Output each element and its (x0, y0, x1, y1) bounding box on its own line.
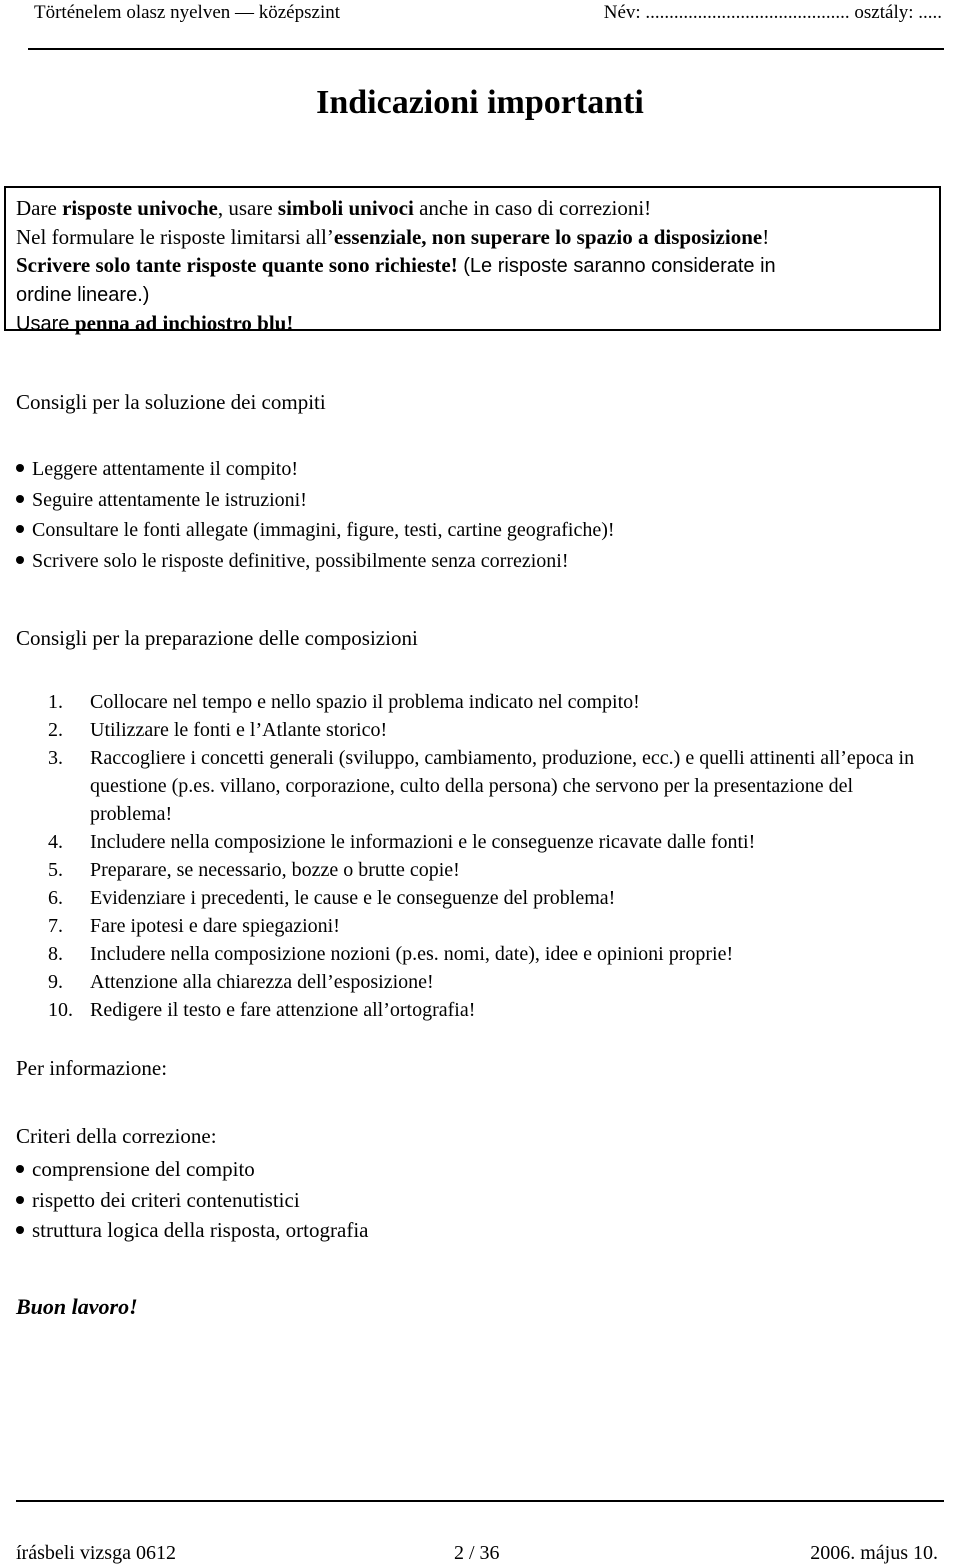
bullet-icon (16, 525, 24, 533)
footer-date: 2006. május 10. (810, 1542, 938, 1564)
page-footer (16, 1500, 944, 1568)
list-item: comprensione del compito (16, 1154, 368, 1185)
list-item: Scrivere solo le risposte definitive, possibilmente senza correzioni! (16, 546, 615, 577)
page-title: Indicazioni importanti (316, 84, 644, 121)
box-line-1: Dare risposte univoche, usare simboli univoci anche in caso di correzioni! (16, 196, 652, 220)
instructions-box (4, 186, 941, 335)
header-name-class: Név: ........................................... osztály: ..... (603, 2, 942, 23)
list-item: 6. Evidenziare i precedenti, le cause e le conseguenze del problema! (48, 887, 616, 909)
list-item: 10. Redigere il testo e fare attenzione all’ortografia! (48, 999, 476, 1021)
list-item: 1. Collocare nel tempo e nello spazio il problema indicato nel compito! (48, 691, 640, 713)
header-subject: Történelem olasz nyelven — középszint (34, 2, 341, 23)
box-line-5: Usare penna ad inchiostro blu! (16, 311, 294, 335)
list-item: struttura logica della risposta, ortografia (16, 1215, 368, 1246)
list-item: 7. Fare ipotesi e dare spiegazioni! (48, 915, 340, 937)
footer-page-number: 2 / 36 (454, 1542, 500, 1564)
bullet-icon (16, 1165, 24, 1173)
criteria-heading: Criteri della correzione: (16, 1124, 217, 1148)
list-item: Leggere attentamente il compito! (16, 454, 615, 485)
box-line-2: Nel formulare le risposte limitarsi all’essenziale, non superare lo spazio a disposizione! (16, 224, 770, 249)
box-line-3: Scrivere solo tante risposte quante sono richieste! (Le risposte saranno considerate in (16, 253, 776, 277)
composition-tips-list (48, 688, 928, 1024)
solution-tips-list (16, 454, 615, 576)
list-item: 3. Raccogliere i concetti generali (sviluppo, cambiamento, produzione, ecc.) e quelli attinenti all’epoca in questione (p.es. villano, corporazione, culto della persona) che servono per la presentazione del problema! (48, 747, 915, 825)
page-header (28, 0, 944, 50)
box-line-4: ordine lineare.) (16, 283, 150, 306)
bullet-icon (16, 556, 24, 564)
list-item: 5. Preparare, se necessario, bozze o brutte copie! (48, 859, 460, 881)
bullet-icon (16, 495, 24, 503)
list-item: rispetto dei criteri contenutistici (16, 1185, 368, 1216)
footer-exam-code: írásbeli vizsga 0612 (16, 1542, 176, 1564)
bullet-icon (16, 1196, 24, 1204)
list-item: 4. Includere nella composizione le informazioni e le conseguenze ricavate dalle fonti! (48, 831, 756, 853)
section2-heading: Consigli per la preparazione delle composizioni (16, 626, 418, 650)
bullet-icon (16, 1226, 24, 1234)
list-item: 2. Utilizzare le fonti e l’Atlante storico! (48, 719, 388, 741)
list-item: Seguire attentamente le istruzioni! (16, 485, 615, 516)
info-label: Per informazione: (16, 1056, 168, 1080)
closing-text: Buon lavoro! (16, 1294, 138, 1319)
bullet-icon (16, 464, 24, 472)
list-item: 8. Includere nella composizione nozioni (p.es. nomi, date), idee e opinioni proprie! (48, 943, 734, 965)
list-item: 9. Attenzione alla chiarezza dell’esposizione! (48, 971, 434, 993)
list-item: Consultare le fonti allegate (immagini, figure, testi, cartine geografiche)! (16, 515, 615, 546)
section1-heading: Consigli per la soluzione dei compiti (16, 390, 326, 414)
criteria-list (16, 1154, 368, 1246)
